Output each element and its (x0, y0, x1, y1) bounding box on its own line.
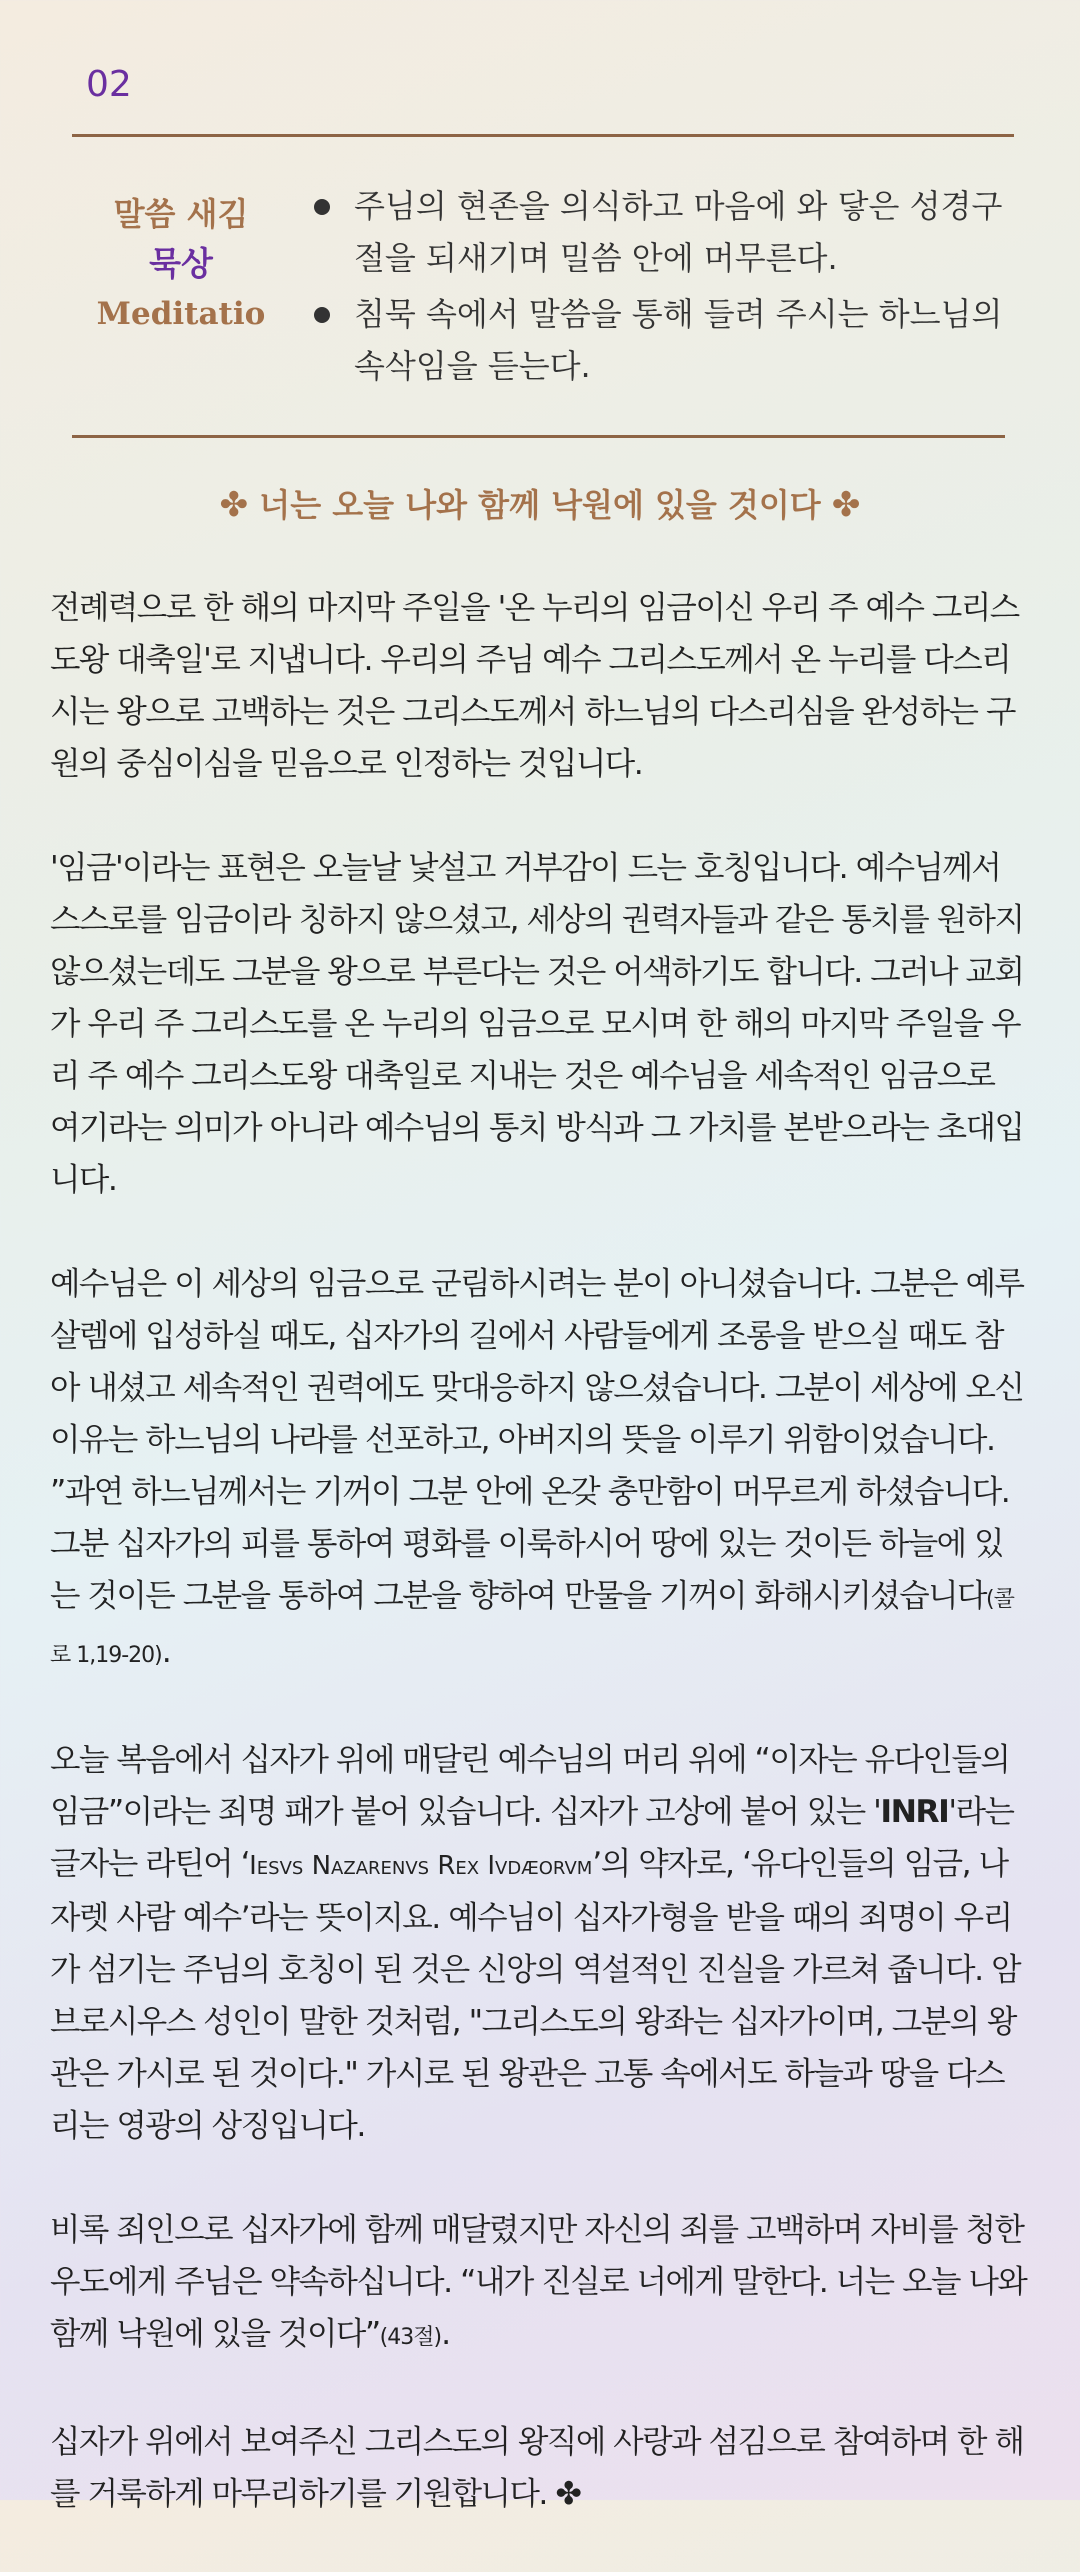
clover-ornament-icon: ✤ (831, 485, 861, 525)
paragraph-text: . (441, 2316, 450, 2352)
reflection-title (0, 480, 1080, 526)
paragraph-text: 오늘 복음에서 십자가 위에 매달린 예수님의 머리 위에 “이자는 유다인들의 임금”이라는 죄명 패가 붙어 있습니다. 십자가 고상에 붙어 있는 ' (50, 1742, 1010, 1830)
scripture-reference: (43절) (379, 2325, 442, 2350)
bullet-icon (314, 199, 330, 215)
divider-middle (72, 435, 1005, 438)
section-label (86, 190, 276, 338)
reflection-title-text: 너는 오늘 나와 함께 낙원에 있을 것이다 (259, 486, 821, 524)
guidance-item (304, 288, 1024, 392)
inri-text: INRI (880, 1794, 949, 1830)
reflection-body (50, 582, 1030, 2572)
paragraph-text: ’의 약자로, ‘유다인들의 임금, 나자렛 사람 예수’라는 뜻이지요. 예수님이 십자가형을 받을 때의 죄명이 우리가 섬기는 주님의 호칭이 된 것은 신앙의 역설적인 진실을 가르쳐 줍니다. 암브로시우스 성인이 말한 것처럼, "그리스도의 왕좌는 십자가이며, 그분의 왕관은 가시로 된 것이다." 가시로 된 왕관은 고통 속에서도 하늘과 땅을 다스리는 영광의 상징입니다. (50, 1846, 1021, 2144)
paragraph (50, 842, 1030, 1206)
section-label-meditation: 묵상 (149, 244, 213, 283)
paragraph (50, 1258, 1030, 1682)
paragraph (50, 582, 1030, 790)
paragraph-text: '라는 글자는 라틴어 ‘ (50, 1794, 1014, 1882)
paragraph-text: '임금'이라는 표현은 오늘날 낯설고 거부감이 드는 호칭입니다. 예수님께서 스스로를 임금이라 칭하지 않으셨고, 세상의 권력자들과 같은 통치를 원하지 않으셨는데도 그분을 왕으로 부른다는 것은 어색하기도 합니다. 그러나 교회가 우리 주 그리스도를 온 누리의 임금으로 모시며 한 해의 마지막 주일을 우리 주 예수 그리스도왕 대축일로 지내는 것은 예수님을 세속적인 임금으로 여기라는 의미가 아니라 예수님의 통치 방식과 그 가치를 본받으라는 초대입니다. (50, 850, 1024, 1198)
guidance-item (304, 180, 1024, 284)
guidance-text: 주님의 현존을 의식하고 마음에 와 닿은 성경구절을 되새기며 밀씀 안에 머무른다. (354, 187, 1003, 277)
guidance-list (304, 180, 1024, 396)
page-number: 02 (86, 64, 132, 105)
latin-inscription: Iesvs Nazarenvs Rex Ivdæorvm (249, 1851, 593, 1881)
paragraph-text: 전례력으로 한 해의 마지막 주일을 '온 누리의 임금이신 우리 주 예수 그리스도왕 대축일'로 지냅니다. 우리의 주님 예수 그리스도께서 온 누리를 다스리시는 왕으로 고백하는 것은 그리스도께서 하느님의 다스리심을 완성하는 구원의 중심이심을 믿음으로 인정하는 것입니다. (50, 590, 1019, 782)
section-label-latin: Meditatio (96, 296, 266, 332)
paragraph (50, 1734, 1030, 2152)
clover-ornament-icon: ✤ (555, 2476, 581, 2512)
paragraph-text: 십자가 위에서 보여주신 그리스도의 왕직에 사랑과 섬김으로 참여하며 한 해를 거룩하게 마무리하기를 기원합니다. (50, 2424, 1024, 2512)
paragraph-text: 비록 죄인으로 십자가에 함께 매달렸지만 자신의 죄를 고백하며 자비를 청한 우도에게 주님은 약속하십니다. “내가 진실로 너에게 말한다. 너는 오늘 나와 함께 낙원에 있을 것이다” (50, 2212, 1027, 2352)
guidance-text: 침묵 속에서 말씀을 통해 들려 주시는 하느님의 속삭임을 듣는다. (354, 295, 1003, 385)
divider-top (72, 134, 1014, 137)
scripture-reference: (콜로 1,19-20) (50, 1587, 1014, 1668)
section-label-korean: 말씀 새김 (113, 195, 249, 233)
bullet-icon (314, 307, 330, 323)
paragraph (50, 2416, 1030, 2520)
paragraph-text: . (161, 1634, 171, 1670)
clover-ornament-icon: ✤ (219, 485, 249, 525)
paragraph-text: 예수님은 이 세상의 임금으로 군림하시려는 분이 아니셨습니다. 그분은 예루살렘에 입성하실 때도, 십자가의 길에서 사람들에게 조롱을 받으실 때도 참아 내셨고 세속적인 권력에도 맞대응하지 않으셨습니다. 그분이 세상에 오신 이유는 하느님의 나라를 선포하고, 아버지의 뜻을 이루기 위함이었습니다. ”과연 하느님께서는 기꺼이 그분 안에 온갖 충만함이 머무르게 하셨습니다. 그분 십자가의 피를 통하여 평화를 이룩하시어 땅에 있는 것이든 하늘에 있는 것이든 그분을 통하여 그분을 향하여 만물을 기꺼이 화해시키셨습니다 (50, 1266, 1024, 1614)
paragraph (50, 2204, 1030, 2364)
